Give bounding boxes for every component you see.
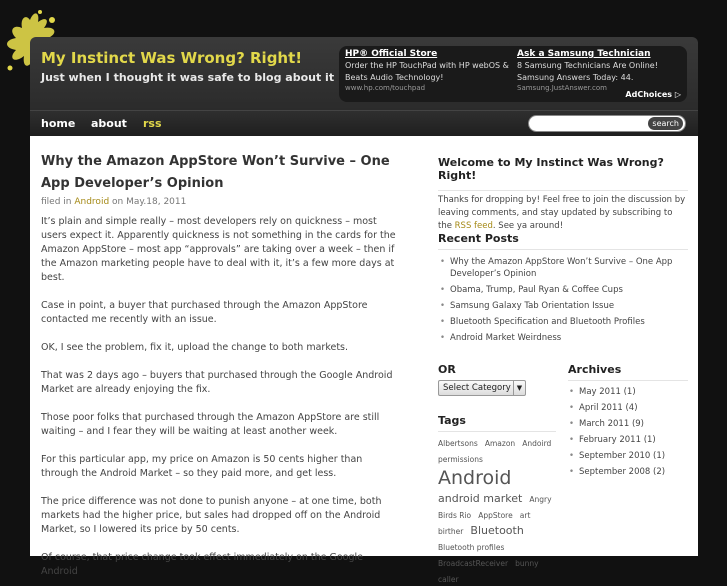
archives-widget [568,363,688,478]
blog-post [41,151,396,579]
tag-link[interactable]: Amazon [484,439,516,448]
archive-link[interactable]: • March 2011 (9) [568,418,688,430]
sidebar [438,156,688,584]
archive-link[interactable]: • February 2011 (1) [568,434,688,446]
archive-link[interactable]: • April 2011 (4) [568,402,688,414]
category-select[interactable] [438,380,526,396]
post-paragraph: That was 2 days ago – buyers that purchased through the Google Android Market are already enjoying the fix. [41,370,393,395]
welcome-text-start: Thanks for dropping by! Feel free to join the discussion by leaving comments, and stay updated by subscribing to the [438,195,686,231]
tags-widget [438,414,556,586]
tag-link[interactable]: AppStore [478,511,513,520]
ad-banner [339,46,687,102]
filed-prefix: filed in [41,197,75,207]
ad-text: 8 Samsung Technicians Are Online! Samsung Answers Today: 44. [517,61,658,82]
search-button[interactable]: search [648,117,683,130]
post-meta [41,197,396,207]
category-widget [438,363,556,396]
recent-posts-widget [438,232,688,344]
main-nav [30,110,698,136]
ad-url[interactable]: www.hp.com/touchpad [345,84,426,92]
tag-link[interactable]: bunny caller [438,559,539,584]
tag-link[interactable]: art birther [438,511,531,536]
chevron-down-icon[interactable]: ▼ [513,381,525,395]
tag-link[interactable]: BroadcastReceiver [438,559,509,568]
recent-post-link[interactable]: • Bluetooth Specification and Bluetooth Profiles [438,316,688,328]
tag-link[interactable]: android market [438,492,523,505]
ad-samsung[interactable] [517,49,687,92]
post-paragraph: Those poor folks that purchased through the Amazon AppStore are still waiting – and I fear they will be waiting at least another week. [41,412,380,437]
site-tagline: Just when I thought it was safe to blog about it [41,71,335,84]
tag-link[interactable]: Andoird [522,439,552,448]
adchoices-link[interactable]: AdChoices ▷ [621,90,681,99]
post-paragraph: The price difference was not done to punish anyone – at one time, both markets had the higher price, but sales had dropped off on the Android Market, so I lowered its price by 50 cents. [41,496,382,535]
rss-feed-link[interactable]: RSS feed [454,221,493,231]
recent-posts-title: Recent Posts [438,232,519,245]
tag-link[interactable]: Bluetooth [470,524,524,537]
recent-post-link[interactable]: • Android Market Weirdness [438,332,688,344]
site-title[interactable]: My Instinct Was Wrong? Right! [41,49,303,67]
tag-link[interactable]: Bluetooth profiles [438,543,505,552]
nav-home[interactable]: home [41,117,76,130]
archive-link[interactable]: • May 2011 (1) [568,386,688,398]
post-paragraph: It’s plain and simple really – most developers rely on quickness – most users expect it. Apparently quickness is not something in the cards for the Amazon AppStore – most app “approvals” are taking over a week – then if the Amazon marketing people have to deal with it, it’s a few more days at best. [41,216,396,283]
or-title: OR [438,363,456,376]
tag-link[interactable]: Android [438,467,512,489]
content-area [30,136,698,584]
archive-link[interactable]: • September 2010 (1) [568,450,688,462]
post-paragraph: Case in point, a buyer that purchased through the Amazon AppStore contacted me recently with an issue. [41,300,368,325]
welcome-text-end: . See ya around! [492,221,564,231]
ad-hp[interactable] [345,49,515,92]
recent-post-link[interactable]: • Samsung Galaxy Tab Orientation Issue [438,300,688,312]
post-title[interactable]: Why the Amazon AppStore Won’t Survive – One App Developer’s Opinion [41,154,390,191]
tags-title: Tags [438,414,466,427]
post-paragraph: OK, I see the problem, fix it, upload the change to both markets. [41,342,349,353]
ad-title[interactable]: HP® Official Store [345,49,438,59]
nav-rss[interactable]: rss [143,117,162,130]
post-date: on May.18, 2011 [109,197,187,207]
search-input[interactable] [528,115,686,132]
tag-cloud [438,431,556,586]
tag-link[interactable]: Angry Birds Rio [438,495,552,520]
post-category-link[interactable]: Android [74,197,110,207]
category-select-label: Select Category [443,383,511,393]
ad-url[interactable]: Samsung.JustAnswer.com [517,84,607,92]
recent-post-link[interactable]: • Obama, Trump, Paul Ryan & Coffee Cups [438,284,688,296]
archive-link[interactable]: • September 2008 (2) [568,466,688,478]
welcome-text [438,190,688,233]
ad-title[interactable]: Ask a Samsung Technician [517,49,651,59]
welcome-title: Welcome to My Instinct Was Wrong? Right! [438,156,664,182]
ad-text: Order the HP TouchPad with HP webOS & Beats Audio Technology! [345,61,509,82]
tag-link[interactable]: Albertsons [438,439,478,448]
archives-title: Archives [568,363,622,376]
post-paragraph: Of course, that price change took effect immediately on the Google Android [41,552,363,577]
nav-about[interactable]: about [91,117,127,130]
site-header [30,37,698,110]
post-paragraph: For this particular app, my price on Amazon is 50 cents higher than through the Android Market – so they paid more, and get less. [41,454,363,479]
recent-post-link[interactable]: • Why the Amazon AppStore Won’t Survive – One App Developer’s Opinion [438,256,688,280]
tag-link[interactable]: permissions [438,455,483,464]
